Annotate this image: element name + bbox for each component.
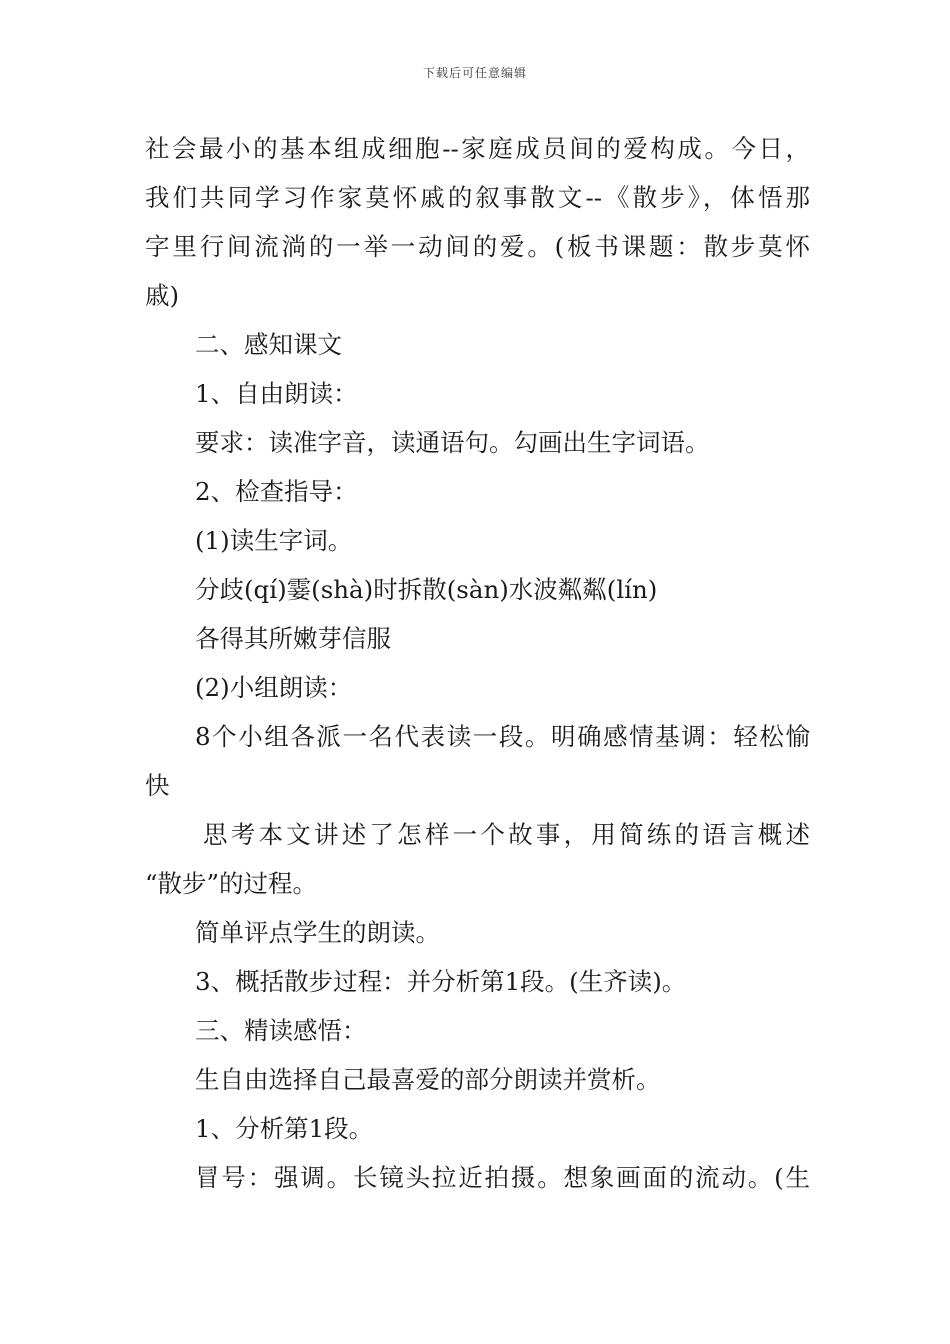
text-line: 戚): [145, 281, 180, 310]
text-line: 生自由选择自己最喜爱的部分朗读并赏析。: [195, 1065, 661, 1094]
text-line: (1)读生字词。: [195, 526, 353, 555]
text-line: 简单评点学生的朗读。: [195, 918, 440, 947]
text-line: (2)小组朗读：: [195, 673, 353, 702]
section-heading: 三、精读感悟：: [195, 1016, 367, 1045]
text-line: 要求：读准字音，读通语句。勾画出生字词语。: [195, 428, 710, 457]
text-line: 1、自由朗读：: [195, 379, 358, 408]
page-header: 下载后可任意编辑: [422, 66, 527, 80]
text-line: 1、分析第1段。: [195, 1114, 374, 1143]
text-line: 快: [145, 771, 170, 800]
text-line: 8个小组各派一名代表读一段。明确感情基调：轻松愉: [195, 722, 810, 751]
document-body: [145, 124, 810, 1202]
text-line: 2、检查指导：: [195, 477, 358, 506]
text-line: 思考本文讲述了怎样一个故事，用简练的语言概述: [203, 820, 810, 849]
text-line: 社会最小的基本组成细胞--家庭成员间的爱构成。今日，: [145, 134, 810, 163]
text-line: 我们共同学习作家莫怀戚的叙事散文--《散步》，体悟那: [145, 183, 810, 212]
text-line: 冒号：强调。长镜头拉近拍摄。想象画面的流动。(生: [195, 1163, 810, 1192]
text-line: 字里行间流淌的一举一动间的爱。(板书课题：散步莫怀: [145, 232, 810, 261]
text-line: 各得其所嫩芽信服: [195, 624, 391, 653]
section-heading: 二、感知课文: [195, 330, 342, 359]
text-line: 3、概括散步过程：并分析第1段。(生齐读)。: [195, 967, 687, 996]
text-line: 分歧(qí)霎(shà)时拆散(sàn)水波粼粼(lín): [195, 575, 658, 604]
text-line: “散步”的过程。: [145, 869, 318, 898]
